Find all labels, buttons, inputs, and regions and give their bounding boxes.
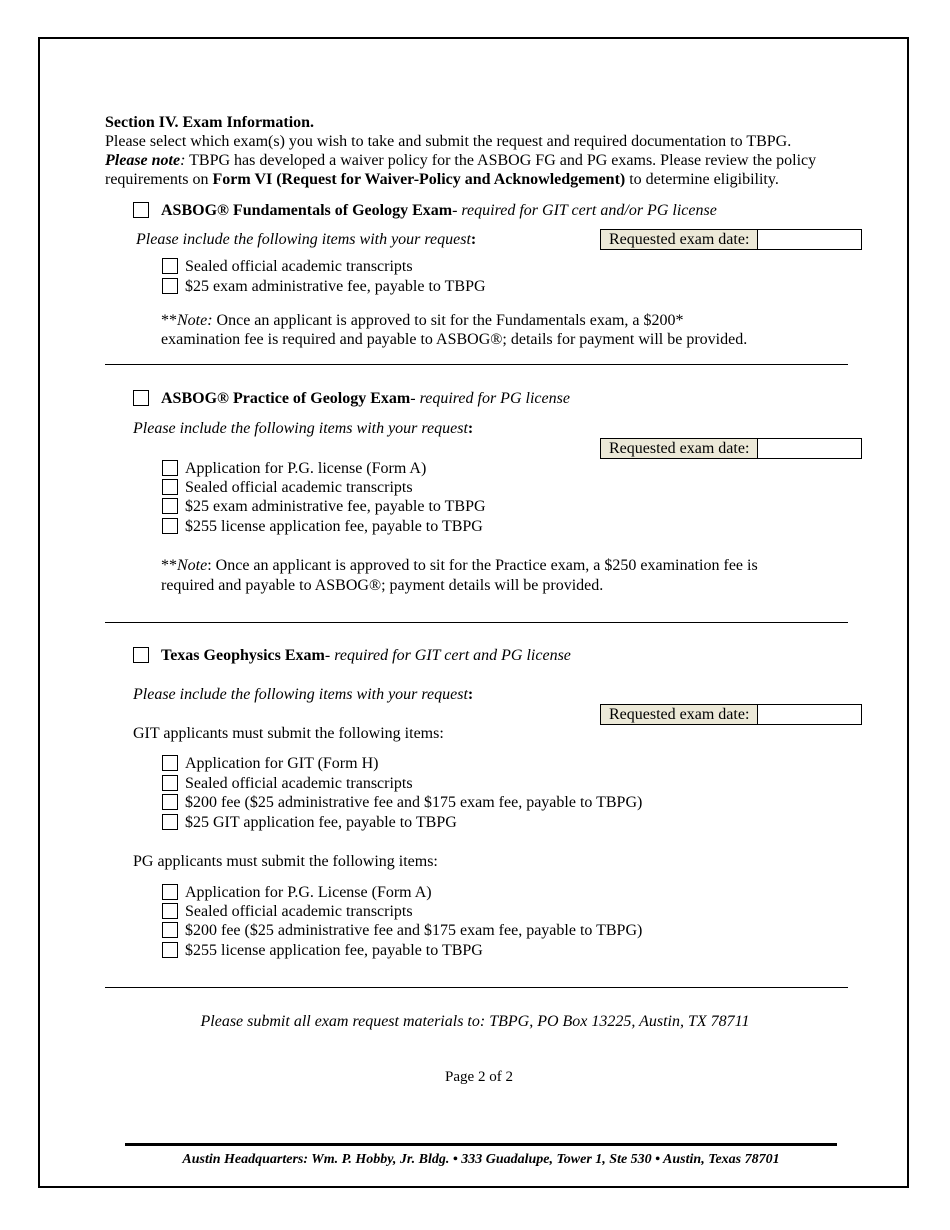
section-note: Please note: TBPG has developed a waiver policy for the ASBOG FG and PG exams. Please review the policy	[105, 152, 817, 169]
exam3-git-item-checkbox[interactable]	[162, 755, 178, 771]
exam2-item-checkbox[interactable]	[162, 518, 178, 534]
exam1-date-input[interactable]	[758, 230, 861, 249]
exam3-date-label: Requested exam date:	[601, 705, 758, 724]
divider	[105, 987, 848, 988]
exam2-date-box	[600, 438, 862, 459]
exam1-item: $25 exam administrative fee, payable to TBPG	[185, 278, 486, 295]
exam3-pg-heading: PG applicants must submit the following items:	[133, 853, 438, 870]
exam2-item: Sealed official academic transcripts	[185, 479, 413, 496]
exam1-date-label: Requested exam date:	[601, 230, 758, 249]
exam3-date-box	[600, 704, 862, 725]
exam1-item-checkbox[interactable]	[162, 278, 178, 294]
footer-address: Austin Headquarters: Wm. P. Hobby, Jr. Bldg. • 333 Guadalupe, Tower 1, Ste 530 • Austin, Texas 78701	[182, 1152, 780, 1167]
footer-rule	[125, 1143, 837, 1146]
section-intro: Please select which exam(s) you wish to take and submit the request and required documentation to TBPG.	[105, 133, 792, 150]
exam1-include-label: Please include the following items with your request:	[136, 231, 477, 248]
exam3-git-item-checkbox[interactable]	[162, 814, 178, 830]
exam3-git-heading: GIT applicants must submit the following items:	[133, 725, 444, 742]
exam3-checkbox[interactable]	[133, 647, 149, 663]
exam2-item-checkbox[interactable]	[162, 498, 178, 514]
section-title: Section IV. Exam Information.	[105, 114, 315, 131]
exam1-note-line2: examination fee is required and payable to ASBOG®; details for payment will be provided.	[161, 331, 748, 348]
exam3-git-item-checkbox[interactable]	[162, 794, 178, 810]
exam3-pg-item: Sealed official academic transcripts	[185, 903, 413, 920]
exam3-git-item-checkbox[interactable]	[162, 775, 178, 791]
exam3-git-item: Application for GIT (Form H)	[185, 755, 379, 772]
exam3-git-item: Sealed official academic transcripts	[185, 775, 413, 792]
exam3-pg-item-checkbox[interactable]	[162, 884, 178, 900]
exam2-checkbox[interactable]	[133, 390, 149, 406]
divider	[105, 364, 848, 365]
exam2-title: ASBOG® Practice of Geology Exam- required for PG license	[161, 390, 570, 407]
exam3-date-input[interactable]	[758, 705, 861, 724]
exam3-pg-item-checkbox[interactable]	[162, 922, 178, 938]
exam2-date-label: Requested exam date:	[601, 439, 758, 458]
exam3-git-item: $25 GIT application fee, payable to TBPG	[185, 814, 457, 831]
exam3-pg-item-checkbox[interactable]	[162, 942, 178, 958]
exam3-pg-item-checkbox[interactable]	[162, 903, 178, 919]
exam1-title: ASBOG® Fundamentals of Geology Exam- required for GIT cert and/or PG license	[161, 202, 717, 219]
exam3-include-label: Please include the following items with your request:	[133, 686, 474, 703]
exam2-item-checkbox[interactable]	[162, 460, 178, 476]
page-number: Page 2 of 2	[445, 1069, 513, 1085]
exam3-pg-item: Application for P.G. License (Form A)	[185, 884, 432, 901]
exam3-pg-item: $255 license application fee, payable to TBPG	[185, 942, 483, 959]
exam2-item: $255 license application fee, payable to TBPG	[185, 518, 483, 535]
exam2-include-label: Please include the following items with your request:	[133, 420, 474, 437]
exam1-checkbox[interactable]	[133, 202, 149, 218]
exam2-note: **Note: Once an applicant is approved to sit for the Practice exam, a $250 examination fee is	[161, 557, 758, 574]
exam2-note-line2: required and payable to ASBOG®; payment details will be provided.	[161, 577, 604, 594]
exam3-title: Texas Geophysics Exam- required for GIT cert and PG license	[161, 647, 571, 664]
exam2-item-checkbox[interactable]	[162, 479, 178, 495]
exam1-item: Sealed official academic transcripts	[185, 258, 413, 275]
divider	[105, 622, 848, 623]
exam1-note: **Note: Once an applicant is approved to sit for the Fundamentals exam, a $200*	[161, 312, 684, 329]
exam3-pg-item: $200 fee ($25 administrative fee and $175 exam fee, payable to TBPG)	[185, 922, 643, 939]
submit-note: Please submit all exam request materials to: TBPG, PO Box 13225, Austin, TX 78711	[200, 1013, 750, 1030]
exam3-git-item: $200 fee ($25 administrative fee and $175 exam fee, payable to TBPG)	[185, 794, 643, 811]
exam2-date-input[interactable]	[758, 439, 861, 458]
exam1-item-checkbox[interactable]	[162, 258, 178, 274]
exam2-item: $25 exam administrative fee, payable to TBPG	[185, 498, 486, 515]
section-note-line2: requirements on Form VI (Request for Waiver-Policy and Acknowledgement) to determine eligibility.	[105, 171, 779, 188]
exam2-item: Application for P.G. license (Form A)	[185, 460, 427, 477]
exam1-date-box	[600, 229, 862, 250]
